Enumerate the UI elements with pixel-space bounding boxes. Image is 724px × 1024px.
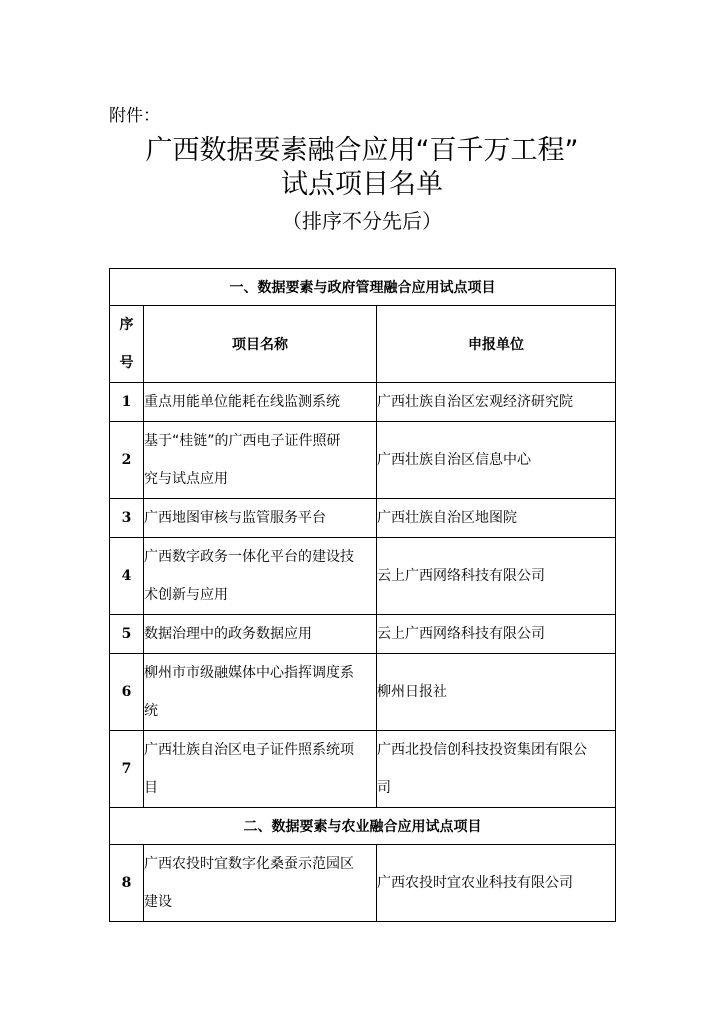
project-name-text: 广西壮族自治区电子证件照系统项 <box>144 742 354 758</box>
section-title: 一、数据要素与政府管理融合应用试点项目 <box>110 269 616 306</box>
applicant-text: 云上广西网络科技有限公司 <box>377 568 545 584</box>
row-number: 7 <box>110 731 144 808</box>
project-name-cell <box>144 615 377 654</box>
project-name-cell <box>144 499 377 538</box>
row-number: 3 <box>110 499 144 538</box>
document-subtitle: （排序不分先后） <box>282 209 442 233</box>
applicant-cell <box>377 422 616 499</box>
document-title-line-2: 试点项目名单 <box>281 169 443 200</box>
applicant-cell <box>377 845 616 922</box>
section-header-row <box>110 808 616 845</box>
table-row <box>110 499 616 538</box>
project-name-text: 广西地图审核与监管服务平台 <box>144 510 326 526</box>
project-name-text: 基于“桂链”的广西电子证件照研 <box>144 433 341 449</box>
section-title: 二、数据要素与农业融合应用试点项目 <box>110 808 616 845</box>
project-name-cell <box>144 538 377 615</box>
applicant-text: 云上广西网络科技有限公司 <box>377 626 545 642</box>
row-number: 5 <box>110 615 144 654</box>
row-number: 8 <box>110 845 144 922</box>
table-row <box>110 731 616 808</box>
applicant-text: 广西农投时宜农业科技有限公司 <box>377 875 573 891</box>
project-name-text: 究与试点应用 <box>144 471 228 487</box>
project-name-text: 柳州市市级融媒体中心指挥调度系 <box>144 665 354 681</box>
project-name-text: 建设 <box>144 894 172 910</box>
project-name-cell <box>144 654 377 731</box>
table-row <box>110 845 616 922</box>
table-row <box>110 654 616 731</box>
applicant-cell <box>377 615 616 654</box>
column-header-number-line-2: 号 <box>119 355 134 371</box>
table-header-row <box>110 306 616 383</box>
applicant-text: 广西北投信创科技投资集团有限公 <box>377 742 587 758</box>
applicant-text: 广西壮族自治区宏观经济研究院 <box>377 394 573 410</box>
applicant-text: 司 <box>377 780 391 796</box>
applicant-cell <box>377 538 616 615</box>
column-header-project-name: 项目名称 <box>144 306 377 383</box>
row-number: 2 <box>110 422 144 499</box>
column-header-applicant: 申报单位 <box>377 306 616 383</box>
table-row <box>110 422 616 499</box>
applicant-text: 广西壮族自治区信息中心 <box>377 452 531 468</box>
table-row <box>110 538 616 615</box>
row-number: 6 <box>110 654 144 731</box>
applicant-text: 广西壮族自治区地图院 <box>377 510 517 526</box>
column-header-number <box>110 306 144 383</box>
project-list-table <box>109 268 616 922</box>
column-header-number-line-1: 序 <box>119 317 134 333</box>
project-name-text: 目 <box>144 780 158 796</box>
project-name-text: 广西农投时宜数字化桑蚕示范园区 <box>144 856 354 872</box>
project-name-text: 术创新与应用 <box>144 587 228 603</box>
table-row <box>110 615 616 654</box>
project-name-cell <box>144 383 377 422</box>
project-name-text: 广西数字政务一体化平台的建设技 <box>144 549 354 565</box>
document-title-line-1: 广西数据要素融合应用“百千万工程” <box>145 135 579 166</box>
project-name-text: 统 <box>144 703 158 719</box>
applicant-cell <box>377 383 616 422</box>
applicant-cell <box>377 654 616 731</box>
attachment-label: 附件： <box>109 106 160 126</box>
project-name-text: 数据治理中的政务数据应用 <box>144 626 312 642</box>
project-name-cell <box>144 845 377 922</box>
row-number: 4 <box>110 538 144 615</box>
project-name-cell <box>144 422 377 499</box>
applicant-text: 柳州日报社 <box>377 684 447 700</box>
applicant-cell <box>377 731 616 808</box>
project-name-cell <box>144 731 377 808</box>
applicant-cell <box>377 499 616 538</box>
section-header-row <box>110 269 616 306</box>
project-name-text: 重点用能单位能耗在线监测系统 <box>144 394 340 410</box>
table-row <box>110 383 616 422</box>
row-number: 1 <box>110 383 144 422</box>
